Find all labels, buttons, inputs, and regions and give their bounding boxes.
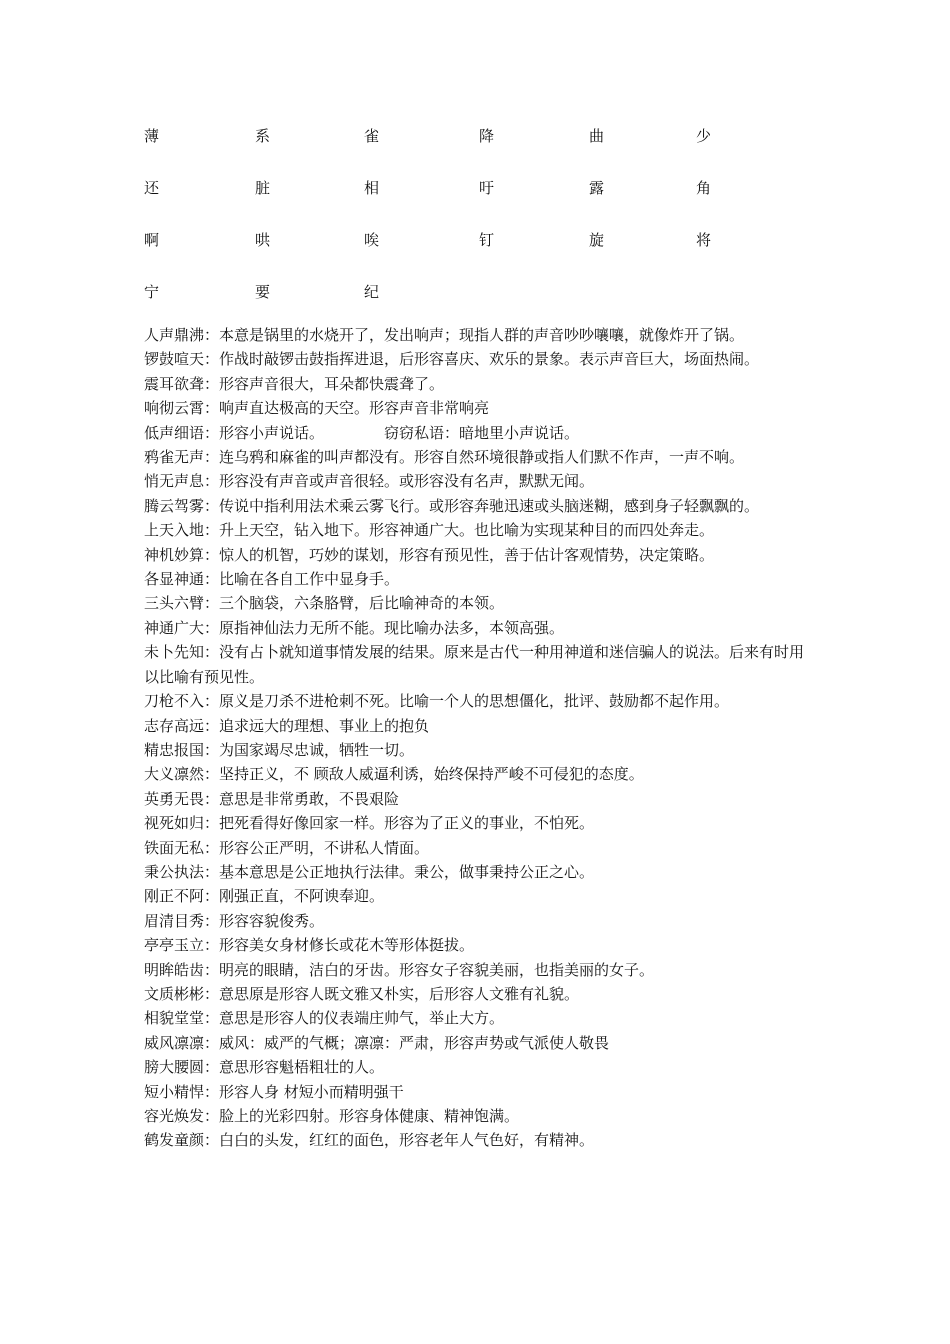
char-cell: 露 xyxy=(589,179,605,197)
char-cell: 吁 xyxy=(479,179,495,197)
idiom-entry: 震耳欲聋：形容声音很大，耳朵都快震聋了。 xyxy=(144,374,445,393)
idiom-entry: 英勇无畏：意思是非常勇敢，不畏艰险 xyxy=(144,789,400,808)
char-cell: 相 xyxy=(364,179,380,197)
idiom-entry-pair xyxy=(144,421,812,445)
idiom-entry: 锣鼓喧天：作战时敲锣击鼓指挥进退，后形容喜庆、欢乐的景象。表示声音巨大，场面热闹。 xyxy=(144,350,760,369)
idiom-entry: 悄无声息：形容没有声音或声音很轻。或形容没有名声，默默无闻。 xyxy=(144,472,595,491)
idiom-entry: 铁面无私：形容公正严明，不讲私人情面。 xyxy=(144,838,430,857)
idiom-entry: 人声鼎沸：本意是锅里的水烧开了，发出响声；现指人群的声音吵吵嚷嚷，就像炸开了锅。 xyxy=(144,326,745,344)
idiom-entry: 刀枪不入：原义是刀杀不进枪刺不死。比喻一个人的思想僵化，批评、鼓励都不起作用。 xyxy=(144,692,730,711)
idiom-entry: 响彻云霄：响声直达极高的天空。形容声音非常响亮 xyxy=(144,399,490,418)
char-cell: 降 xyxy=(479,127,495,145)
idiom-entry: 三头六臂：三个脑袋，六条胳臂，后比喻神奇的本领。 xyxy=(144,594,505,613)
char-cell: 雀 xyxy=(364,127,380,145)
idiom-entry: 刚正不阿：刚强正直，不阿谀奉迎。 xyxy=(144,887,385,906)
idiom-entry: 窃窃私语：暗地里小声说话。 xyxy=(384,423,580,442)
char-cell: 少 xyxy=(696,127,712,145)
char-cell: 啊 xyxy=(144,231,160,249)
char-cell: 薄 xyxy=(144,127,160,145)
idiom-entry: 各显神通：比喻在各自工作中显身手。 xyxy=(144,570,400,589)
char-cell: 要 xyxy=(255,283,271,301)
char-cell: 系 xyxy=(255,127,271,145)
idiom-entry: 大义凛然：坚持正义，不 顾敌人威逼利诱，始终保持严峻不可侵犯的态度。 xyxy=(144,765,644,784)
char-cell: 角 xyxy=(696,179,712,197)
idiom-entry: 秉公执法：基本意思是公正地执行法律。秉公，做事秉持公正之心。 xyxy=(144,862,595,881)
idiom-entry: 精忠报国：为国家竭尽忠诚，牺牲一切。 xyxy=(144,740,415,759)
char-row xyxy=(144,176,844,228)
idiom-entry: 鸦雀无声：连乌鸦和麻雀的叫声都没有。形容自然环境很静或指人们默不作声，一声不响。 xyxy=(144,448,745,467)
idiom-entry: 腾云驾雾：传说中指利用法术乘云雾飞行。或形容奔驰迅速或头脑迷糊，感到身子轻飘飘的。 xyxy=(144,496,760,515)
char-cell: 还 xyxy=(144,179,160,197)
idiom-entry: 上天入地：升上天空，钻入地下。形容神通广大。也比喻为实现某种目的而四处奔走。 xyxy=(144,521,715,540)
idiom-entry: 明眸皓齿：明亮的眼睛，洁白的牙齿。形容女子容貌美丽，也指美丽的女子。 xyxy=(144,960,655,979)
idiom-entry: 文质彬彬：意思原是形容人既文雅又朴实，后形容人文雅有礼貌。 xyxy=(144,984,580,1003)
idiom-entry: 膀大腰圆：意思形容魁梧粗壮的人。 xyxy=(144,1058,385,1077)
char-cell: 哄 xyxy=(255,231,271,249)
char-cell: 旋 xyxy=(589,231,605,249)
char-cell: 唉 xyxy=(364,231,380,249)
char-row xyxy=(144,124,844,176)
idiom-entry: 未卜先知：没有占卜就知道事情发展的结果。原来是古代一种用神道和迷信骗人的说法。后来有时用以比喻有预见性。 xyxy=(144,643,805,686)
idiom-entry: 眉清目秀：形容容貌俊秀。 xyxy=(144,911,325,930)
idiom-entry: 神通广大：原指神仙法力无所不能。现比喻办法多，本领高强。 xyxy=(144,618,565,637)
idiom-entry: 神机妙算：惊人的机智，巧妙的谋划，形容有预见性，善于估计客观情势，决定策略。 xyxy=(144,545,715,564)
idiom-entry: 容光焕发：脸上的光彩四射。形容身体健康、精神饱满。 xyxy=(144,1107,520,1125)
char-cell: 将 xyxy=(696,231,712,249)
idiom-entry: 亭亭玉立：形容美女身材修长或花木等形体挺拔。 xyxy=(144,936,475,955)
idiom-entry: 志存高远：追求远大的理想、事业上的抱负 xyxy=(144,716,430,735)
char-cell: 纪 xyxy=(364,283,380,301)
idiom-entry: 视死如归：把死看得好像回家一样。形容为了正义的事业，不怕死。 xyxy=(144,814,595,833)
char-cell: 脏 xyxy=(255,179,271,197)
char-cell: 宁 xyxy=(144,283,160,301)
idiom-entry: 短小精悍：形容人身 材短小而精明强干 xyxy=(144,1082,404,1101)
char-row xyxy=(144,228,844,280)
char-cell: 曲 xyxy=(589,127,605,145)
character-grid xyxy=(144,124,844,332)
idiom-entry: 鹤发童颜：白白的头发，红红的面色，形容老年人气色好，有精神。 xyxy=(144,1131,595,1150)
idiom-list xyxy=(144,323,812,1153)
idiom-entry: 低声细语：形容小声说话。 xyxy=(144,423,325,442)
char-cell: 钉 xyxy=(479,231,495,249)
idiom-entry: 相貌堂堂：意思是形容人的仪表端庄帅气，举止大方。 xyxy=(144,1009,505,1028)
idiom-entry: 威风凛凛：威风：威严的气概；凛凛：严肃，形容声势或气派使人敬畏 xyxy=(144,1033,610,1052)
